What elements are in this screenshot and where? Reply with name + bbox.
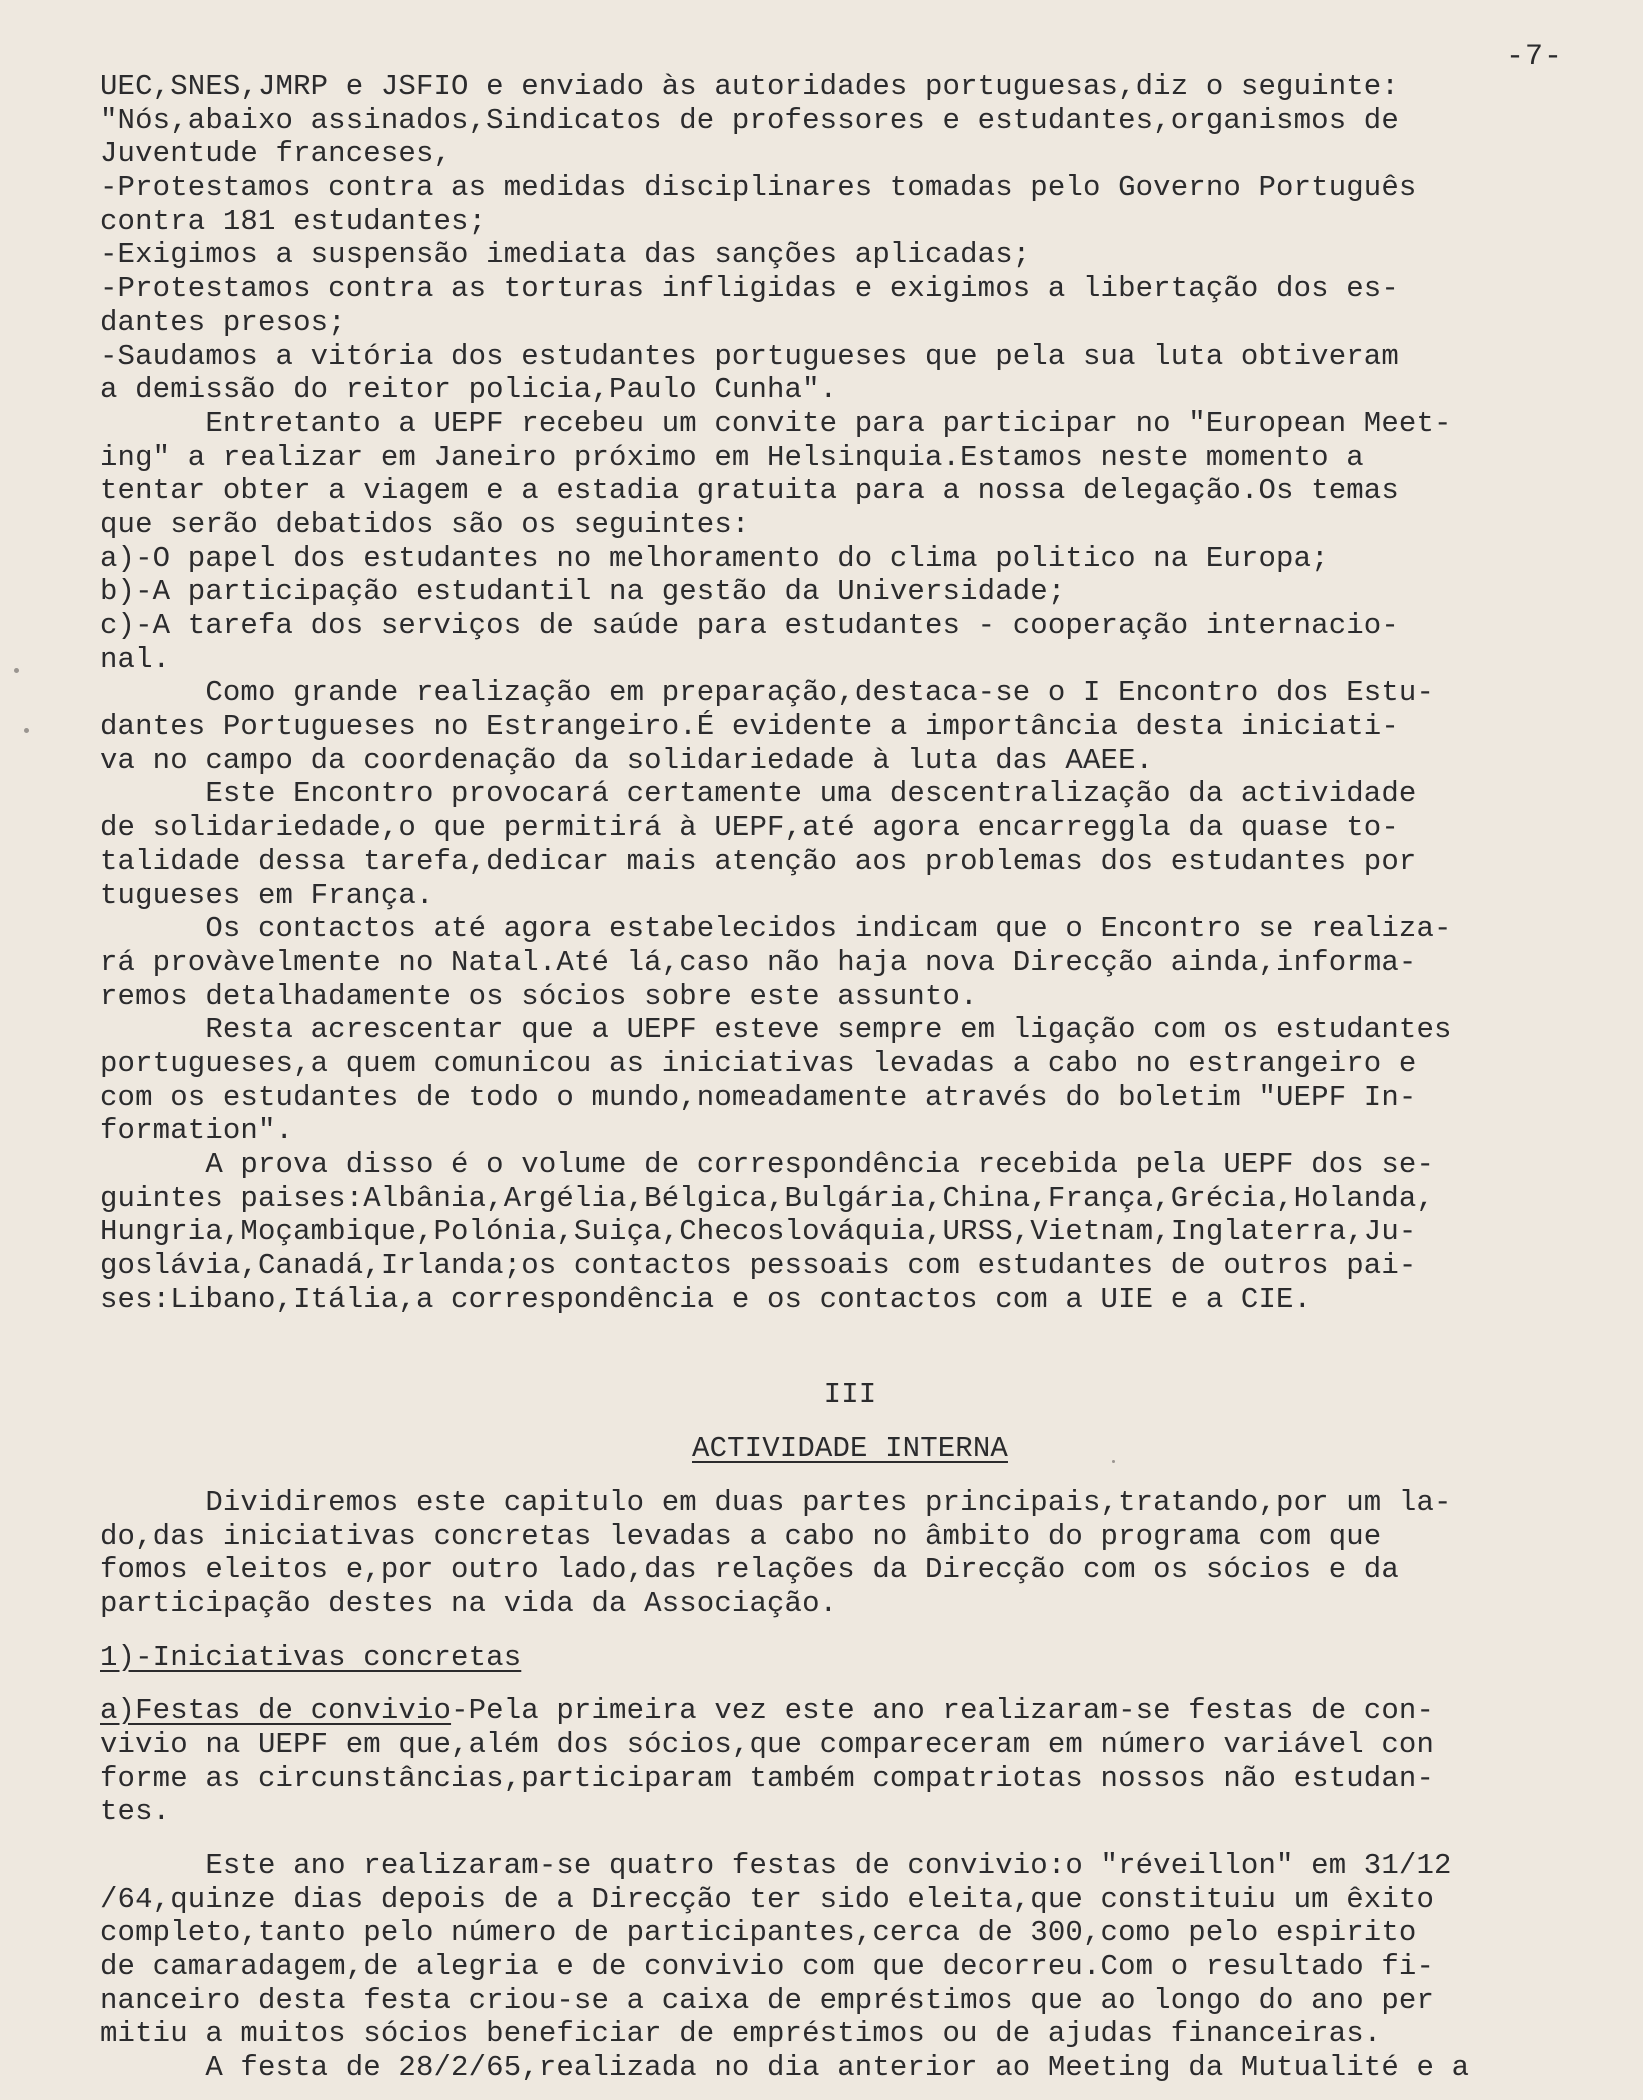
text-line: com os estudantes de todo o mundo,nomeadamente através do boletim "UEPF In- [100,1080,1417,1114]
text-line: UEC,SNES,JMRP e JSFIO e enviado às autoridades portuguesas,diz o seguinte: [100,70,1399,103]
festas-paragraph [100,1849,1600,2085]
subheading-iniciativas: 1)-Iniciativas concretas [100,1640,522,1674]
text-line: de solidariedade,o que permitirá à UEPF,até agora encarreggla da quase to- [100,811,1399,845]
text-line: A festa de 28/2/65,realizada no dia anterior ao Meeting da Mutualité e a [100,2051,1470,2085]
item-a-first-line [100,1694,1600,1728]
text-line: tugueses em França. [100,878,434,912]
text-line: completo,tanto pelo número de participantes,cerca de 300,como pelo espirito [100,1916,1417,1950]
section-number: III [823,1378,877,1412]
paper-speck [24,728,29,733]
text-line: c)-A tarefa dos serviços de saúde para estudantes - cooperação internacio- [100,609,1399,642]
text-line: ses:Libano,Itália,a correspondência e os contactos com a UIE e a CIE. [100,1282,1312,1316]
text-line: Resta acrescentar que a UEPF esteve sempre em ligação com os estudantes [100,1013,1452,1047]
text-line: ing" a realizar em Janeiro próximo em Helsinquia.Estamos neste momento a [100,440,1364,474]
text-line: Entretanto a UEPF recebeu um convite para participar no "European Meet- [100,406,1452,440]
text-line: fomos eleitos e,por outro lado,das relações da Direcção com os sócios e da [100,1553,1399,1587]
text-line: guintes paises:Albânia,Argélia,Bélgica,Bulgária,China,França,Grécia,Holanda, [100,1181,1435,1215]
text-line: /64,quinze dias depois de a Direcção ter sido eleita,que constituiu um êxito [100,1882,1435,1916]
text-line: rá provàvelmente no Natal.Até lá,caso não haja nova Direcção ainda,informa- [100,945,1417,979]
text-line: Os contactos até agora estabelecidos indicam que o Encontro se realiza- [100,912,1452,946]
section-intro [100,1486,1600,1621]
text-line: vivio na UEPF em que,além dos sócios,que compareceram em número variável con [100,1727,1435,1761]
text-line: participação destes na vida da Associação. [100,1586,838,1620]
text-line: -Protestamos contra as medidas disciplinares tomadas pelo Governo Português [100,171,1417,205]
text-line: Como grande realização em preparação,destaca-se o I Encontro dos Estu- [100,676,1435,710]
text-line: A prova disso é o volume de correspondência recebida pela UEPF dos se- [100,1148,1435,1181]
paper-speck [1112,1460,1115,1463]
text-line: tes. [100,1795,171,1829]
text-line: talidade dessa tarefa,dedicar mais atenção aos problemas dos estudantes por [100,844,1417,878]
text-line: Este ano realizaram-se quatro festas de convivio:o "réveillon" em 31/12 [100,1849,1452,1882]
text-line: contra 181 estudantes; [100,204,487,238]
text-line: Dividiremos este capitulo em duas partes principais,tratando,por um la- [100,1485,1452,1519]
text-line: do,das iniciativas concretas levadas a cabo no âmbito do programa com que [100,1519,1382,1553]
text-line: -Protestamos contra as torturas infligidas e exigimos a libertação dos es- [100,272,1399,306]
text-line: b)-A participação estudantil na gestão da Universidade; [100,575,1066,609]
text-line: mitiu a muitos sócios beneficiar de empréstimos ou de ajudas financeiras. [100,2017,1382,2051]
text-line: nal. [100,642,171,676]
text-line: de camaradagem,de alegria e de convivio com que decorreu.Com o resultado fi- [100,1950,1435,1984]
text-line: portugueses,a quem comunicou as iniciativas levadas a cabo no estrangeiro e [100,1046,1417,1080]
text-line: a demissão do reitor policia,Paulo Cunha". [100,373,838,407]
text-line: dantes Portugueses no Estrangeiro.É evidente a importância desta iniciati- [100,710,1399,744]
item-a-label: a)Festas de convivio [100,1694,452,1728]
text-line: formation". [100,1114,294,1148]
text-line: a)-O papel dos estudantes no melhoramento do clima politico na Europa; [100,541,1329,575]
text-line: nanceiro desta festa criou-se a caixa de empréstimos que ao longo do ano per [100,1983,1435,2017]
text-line: "Nós,abaixo assinados,Sindicatos de professores e estudantes,organismos de [100,103,1399,137]
section-title: ACTIVIDADE INTERNA [692,1432,1008,1466]
page-body [100,70,1600,2085]
text-line: forme as circunstâncias,participaram também compatriotas nossos não estudan- [100,1761,1435,1795]
paper-speck [14,668,19,673]
text-line: remos detalhadamente os sócios sobre este assunto. [100,979,978,1013]
text-line: que serão debatidos são os seguintes: [100,507,750,541]
page-number: -7- [1505,40,1563,74]
item-a-text: -Pela primeira vez este ano realizaram-se festas de con- [451,1694,1435,1728]
text-line: goslávia,Canadá,Irlanda;os contactos pessoais com estudantes de outros pai- [100,1249,1417,1283]
text-line: -Exigimos a suspensão imediata das sanções aplicadas; [100,238,1031,272]
text-line: tentar obter a viagem e a estadia gratuita para a nossa delegação.Os temas [100,474,1399,508]
item-a-continuation [100,1728,1600,1829]
petition-and-international-activity [100,70,1600,1316]
text-line: -Saudamos a vitória dos estudantes portugueses que pela sua luta obtiveram [100,339,1399,373]
text-line: Juventude franceses, [100,137,452,171]
text-line: va no campo da coordenação da solidariedade à luta das AAEE. [100,743,1154,777]
text-line: Este Encontro provocará certamente uma descentralização da actividade [100,777,1417,811]
text-line: Hungria,Moçambique,Polónia,Suiça,Checoslováquia,URSS,Vietnam,Inglaterra,Ju- [100,1215,1417,1249]
text-line: dantes presos; [100,305,346,339]
